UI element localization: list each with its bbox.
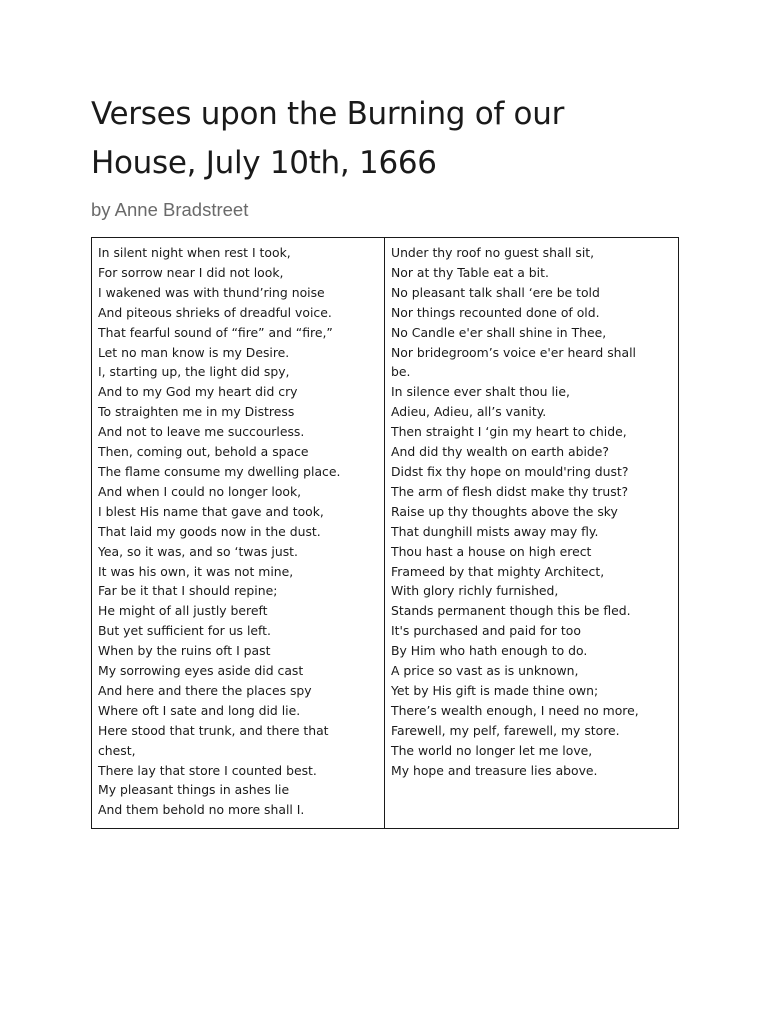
verse-line: No pleasant talk shall ‘ere be told: [391, 284, 600, 300]
verse-line: It's purchased and paid for too: [391, 623, 581, 639]
verse-line: There lay that store I counted best.: [98, 762, 317, 778]
verse-line: By Him who hath enough to do.: [391, 643, 588, 659]
verse-line: Let no man know is my Desire.: [98, 344, 290, 360]
verse-line: The world no longer let me love,: [391, 742, 593, 758]
verse-line: Nor things recounted done of old.: [391, 304, 600, 320]
title-line-1: Verses upon the Burning of our: [91, 96, 565, 132]
verse-line: Frameed by that mighty Architect,: [391, 563, 605, 579]
verse-line: But yet sufficient for us left.: [98, 623, 271, 639]
verse-line: No Candle e'er shall shine in Thee,: [391, 324, 607, 340]
verse-line: I wakened was with thund’ring noise: [98, 284, 325, 300]
verse-line: A price so vast as is unknown,: [391, 663, 579, 679]
document-page: [91, 90, 681, 818]
verse-line: For sorrow near I did not look,: [98, 264, 284, 280]
verse-line: Far be it that I should repine;: [98, 583, 278, 599]
verse-line: And here and there the places spy: [98, 682, 312, 698]
verse-line: Didst fix thy hope on mould'ring dust?: [391, 463, 629, 479]
verse-line: Under thy roof no guest shall sit,: [391, 245, 595, 260]
verse-line: I blest His name that gave and took,: [98, 503, 324, 519]
verse-line: And to my God my heart did cry: [98, 384, 298, 400]
verse-line: Then straight I ‘gin my heart to chide,: [391, 424, 627, 440]
verse-line: To straighten me in my Distress: [98, 404, 295, 420]
verse-line: That dunghill mists away may fly.: [391, 523, 599, 539]
verse-line: And did thy wealth on earth abide?: [391, 444, 609, 460]
page-title: [91, 90, 681, 188]
verse-line: And not to leave me succourless.: [98, 424, 305, 440]
verse-line: chest,: [98, 742, 136, 758]
verse-line: He might of all justly bereft: [98, 603, 268, 619]
verse-line: Here stood that trunk, and there that: [98, 722, 329, 738]
verse-line: In silence ever shalt thou lie,: [391, 384, 570, 400]
verse-line: My hope and treasure lies above.: [391, 762, 598, 778]
verse-line: Nor bridegroom’s voice e'er heard shall: [391, 344, 636, 360]
verse-line: Nor at thy Table eat a bit.: [391, 264, 549, 280]
verse-line: With glory richly furnished,: [391, 583, 559, 599]
verse-line: be.: [391, 364, 411, 380]
verse-line: Thou hast a house on high erect: [391, 543, 592, 559]
verse-line: Yea, so it was, and so ‘twas just.: [98, 543, 298, 559]
title-line-2: House, July 10th, 1666: [91, 145, 437, 181]
verse-line: Stands permanent though this be fled.: [391, 603, 631, 619]
poem-table: [91, 237, 679, 829]
verse-line: Where oft I sate and long did lie.: [98, 702, 301, 718]
verse-line: When by the ruins oft I past: [98, 643, 271, 659]
verse-line: In silent night when rest I took,: [98, 245, 291, 260]
verse-line: Adieu, Adieu, all’s vanity.: [391, 404, 547, 420]
poem-column-right: [385, 238, 678, 828]
verse-line: And piteous shrieks of dreadful voice.: [98, 304, 332, 320]
verse-line: I, starting up, the light did spy,: [98, 364, 290, 380]
verse-line: Raise up thy thoughts above the sky: [391, 503, 618, 519]
verse-line: That laid my goods now in the dust.: [98, 523, 321, 539]
verse-line: My sorrowing eyes aside did cast: [98, 663, 304, 679]
poem-column-left: [92, 238, 385, 828]
verse-line: There’s wealth enough, I need no more,: [391, 702, 639, 718]
verse-line: And when I could no longer look,: [98, 483, 302, 499]
verse-line: My pleasant things in ashes lie: [98, 782, 290, 798]
verse-line: Then, coming out, behold a space: [98, 444, 309, 460]
verse-line: It was his own, it was not mine,: [98, 563, 294, 579]
verse-line: That fearful sound of “fire” and “fire,”: [98, 324, 333, 340]
author-byline: by Anne Bradstreet: [91, 199, 249, 220]
verse-line: Farewell, my pelf, farewell, my store.: [391, 722, 620, 738]
verse-line: Yet by His gift is made thine own;: [391, 682, 599, 698]
verse-line: The flame consume my dwelling place.: [98, 463, 341, 479]
verse-line: And them behold no more shall I.: [98, 802, 305, 818]
verse-line: The arm of flesh didst make thy trust?: [391, 483, 629, 499]
